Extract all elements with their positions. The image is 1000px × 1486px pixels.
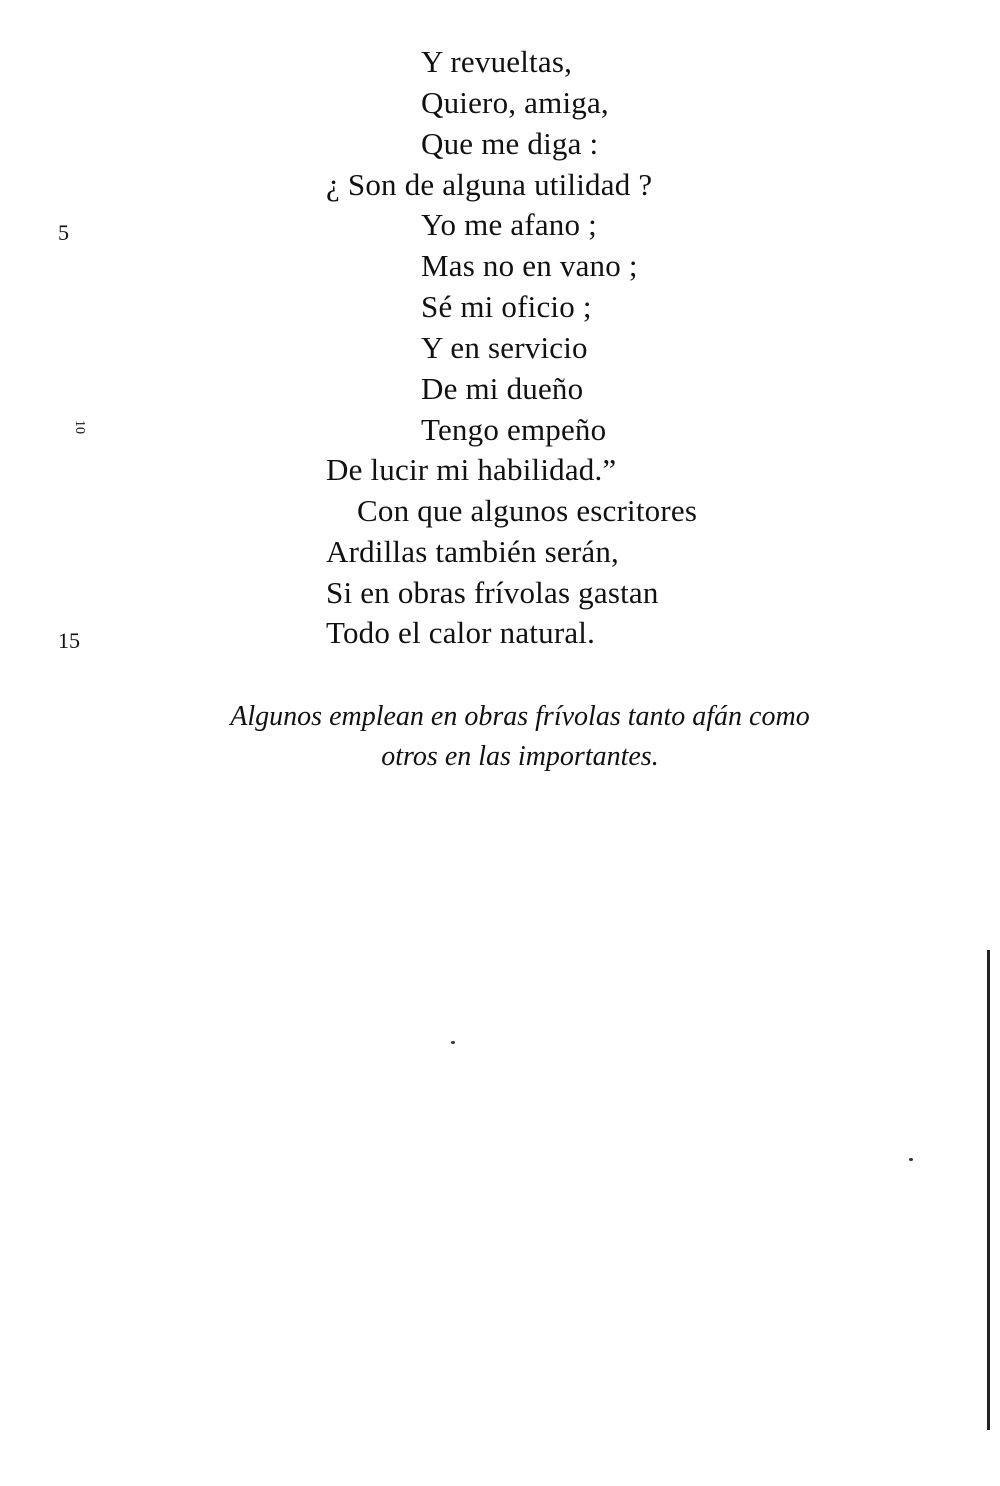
verse-line-3: Que me diga : [421,126,599,161]
verse-line-6: Mas no en vano ; [421,248,638,283]
verse-line-2: Quiero, amiga, [421,85,609,120]
verse-line-12: Con que algunos escritores [357,493,698,528]
line-number-5: 5 [58,220,69,245]
verse-line-4: ¿ Son de alguna utilidad ? [326,167,653,202]
line-number-15: 15 [58,628,80,653]
verse-line-10: Tengo empeño [421,412,607,447]
moral-line-1: Algunos emplean en obras frívolas tanto afán como [230,701,810,732]
verse-line-14: Si en obras frívolas gastan [326,575,659,610]
verse-line-11: De lucir mi habilidad.” [326,452,617,487]
ink-speck [451,1041,455,1044]
page-edge-rule [987,950,990,1430]
verse-line-7: Sé mi oficio ; [421,289,592,324]
verse-line-5: Yo me afano ; [421,207,597,242]
moral-line-2: otros en las importantes. [381,741,659,772]
verse-line-13: Ardillas también serán, [326,534,619,569]
ink-speck [909,1158,913,1161]
verse-line-1: Y revueltas, [421,44,573,79]
verse-line-8: Y en servicio [421,330,588,365]
line-number-10: 10 [72,420,87,434]
verse-line-9: De mi dueño [421,371,584,406]
verse-line-15: Todo el calor natural. [326,615,596,650]
